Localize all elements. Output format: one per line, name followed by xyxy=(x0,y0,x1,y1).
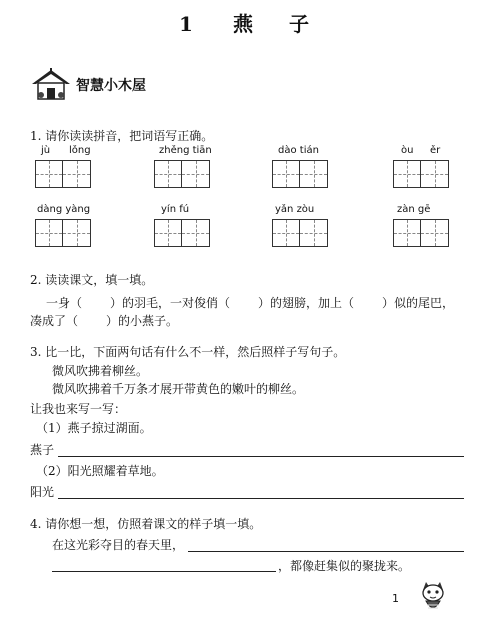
title-char-2: 子 xyxy=(288,12,311,36)
page-title xyxy=(0,8,490,37)
pinyin: yǎn zòu xyxy=(275,204,315,215)
pinyin: òu xyxy=(401,145,414,156)
writing-grid[interactable] xyxy=(154,219,210,247)
answer-line-4[interactable] xyxy=(52,570,276,572)
writing-grid[interactable] xyxy=(35,160,91,188)
cat-mascot-icon xyxy=(418,580,448,614)
writing-grid[interactable] xyxy=(393,219,449,247)
fill-line-1: 一身（ ）的羽毛，一对俊俏（ ）的翅膀，加上（ ）似的尾巴， xyxy=(46,296,455,310)
answer-label-1: 燕子 xyxy=(30,443,55,457)
title-char-1: 燕 xyxy=(232,12,255,36)
try-writing-label: 让我也来写一写： xyxy=(30,402,127,416)
question-2-prompt: 2. 读读课文，填一填。 xyxy=(30,273,154,287)
example-sentence-2: 微风吹拂着千万条才展开带黄色的嫩叶的柳丝。 xyxy=(52,382,305,396)
q4-line-1-text: 在这光彩夺目的春天里， xyxy=(52,538,185,552)
question-1-prompt: 1. 请你读读拼音，把词语写正确。 xyxy=(30,129,214,143)
q4-line-2-text: ，都像赶集似的聚拢来。 xyxy=(278,559,411,573)
question-4-prompt: 4. 请你想一想，仿照着课文的样子填一填。 xyxy=(30,517,262,531)
page-number: 1 xyxy=(392,592,399,605)
writing-grid[interactable] xyxy=(393,160,449,188)
section-banner xyxy=(30,68,146,102)
answer-line-2[interactable] xyxy=(58,497,464,499)
example-sentence-1: 微风吹拂着柳丝。 xyxy=(52,364,149,378)
pinyin: dàng yàng xyxy=(37,204,91,215)
writing-grid[interactable] xyxy=(35,219,91,247)
task-1: （1）燕子掠过湖面。 xyxy=(36,421,152,435)
pinyin: jù xyxy=(41,145,51,156)
writing-grid[interactable] xyxy=(272,160,328,188)
wooden-house-icon xyxy=(30,68,72,102)
answer-label-2: 阳光 xyxy=(30,485,55,499)
pinyin: zhěng tiān xyxy=(159,145,212,156)
pinyin: zàn gē xyxy=(397,204,431,215)
question-3-prompt: 3. 比一比，下面两句话有什么不一样，然后照样子写句子。 xyxy=(30,345,346,359)
pinyin: lǒng xyxy=(69,145,91,156)
answer-line-1[interactable] xyxy=(58,455,464,457)
lesson-number: 1 xyxy=(179,12,195,36)
writing-grid[interactable] xyxy=(154,160,210,188)
writing-grid[interactable] xyxy=(272,219,328,247)
fill-line-2: 凑成了（ ）的小燕子。 xyxy=(30,314,179,328)
answer-line-3[interactable] xyxy=(188,550,464,552)
task-2: （2）阳光照耀着草地。 xyxy=(36,464,164,478)
pinyin: dào tián xyxy=(278,145,319,156)
section-banner-label: 智慧小木屋 xyxy=(76,78,146,94)
pinyin: ěr xyxy=(430,145,441,156)
pinyin: yín fú xyxy=(161,204,190,215)
